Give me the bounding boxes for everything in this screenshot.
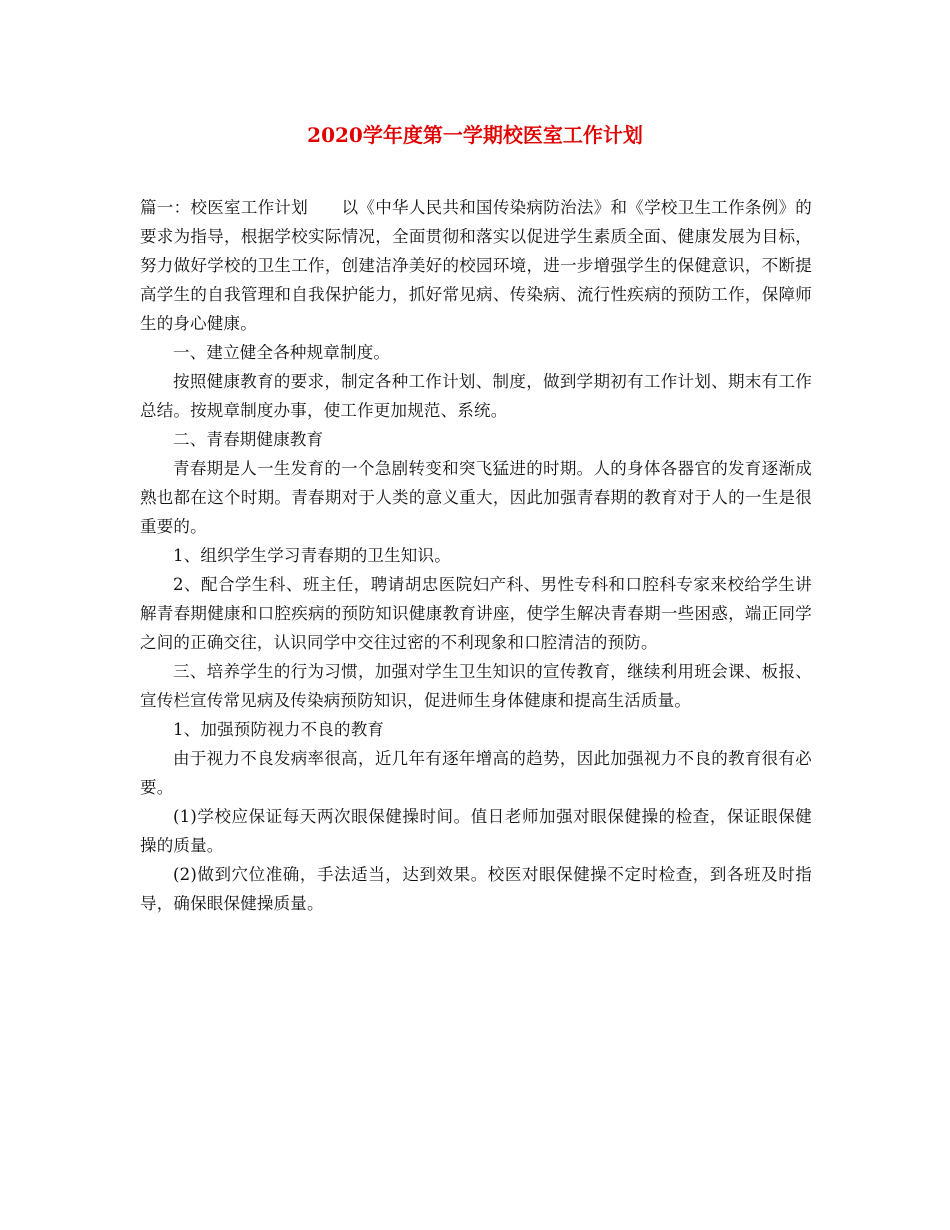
- section-heading-3: 三、培养学生的行为习惯，加强对学生卫生知识的宣传教育，继续利用班会课、板报、宣传栏宣传常见病及传染病预防知识，促进师生身体健康和提高生活质量。: [140, 662, 812, 710]
- paragraph: 青春期是人一生发育的一个急剧转变和突飞猛进的时期。人的身体各器官的发育逐渐成熟也都在这个时期。青春期对于人类的意义重大，因此加强青春期的教育对于人的一生是很重要的。: [140, 459, 812, 536]
- paragraph: 按照健康教育的要求，制定各种工作计划、制度，做到学期初有工作计划、期末有工作总结。按规章制度办事，使工作更加规范、系统。: [140, 372, 812, 420]
- paragraph: 由于视力不良发病率很高，近几年有逐年增高的趋势，因此加强视力不良的教育很有必要。: [140, 749, 812, 797]
- section-heading-1: 一、建立健全各种规章制度。: [173, 343, 391, 362]
- document-body: [140, 193, 812, 918]
- document-title: 2020学年度第一学期校医室工作计划: [307, 123, 643, 147]
- list-item: (2)做到穴位准确，手法适当，达到效果。校医对眼保健操不定时检查，到各班及时指导，确保眼保健操质量。: [140, 865, 812, 913]
- list-item: 2、配合学生科、班主任，聘请胡忠医院妇产科、男性专科和口腔科专家来校给学生讲解青春期健康和口腔疾病的预防知识健康教育讲座，使学生解决青春期一些困惑，端正同学之间的正确交往，认识同学中交往过密的不利现象和口腔清洁的预防。: [140, 575, 812, 652]
- section-heading-2: 二、青春期健康教育: [173, 430, 324, 449]
- paragraph-intro: 篇一：校医室工作计划 以《中华人民共和国传染病防治法》和《学校卫生工作条例》的要求为指导，根据学校实际情况，全面贯彻和落实以促进学生素质全面、健康发展为目标，努力做好学校的卫生工作，创建洁净美好的校园环境，进一步增强学生的保健意识，不断提高学生的自我管理和自我保护能力，抓好常见病、传染病、流行性疾病的预防工作，保障师生的身心健康。: [140, 198, 812, 333]
- list-item: (1)学校应保证每天两次眼保健操时间。值日老师加强对眼保健操的检查，保证眼保健操的质量。: [140, 807, 812, 855]
- list-item: 1、组织学生学习青春期的卫生知识。: [173, 546, 451, 565]
- list-item: 1、加强预防视力不良的教育: [173, 720, 385, 739]
